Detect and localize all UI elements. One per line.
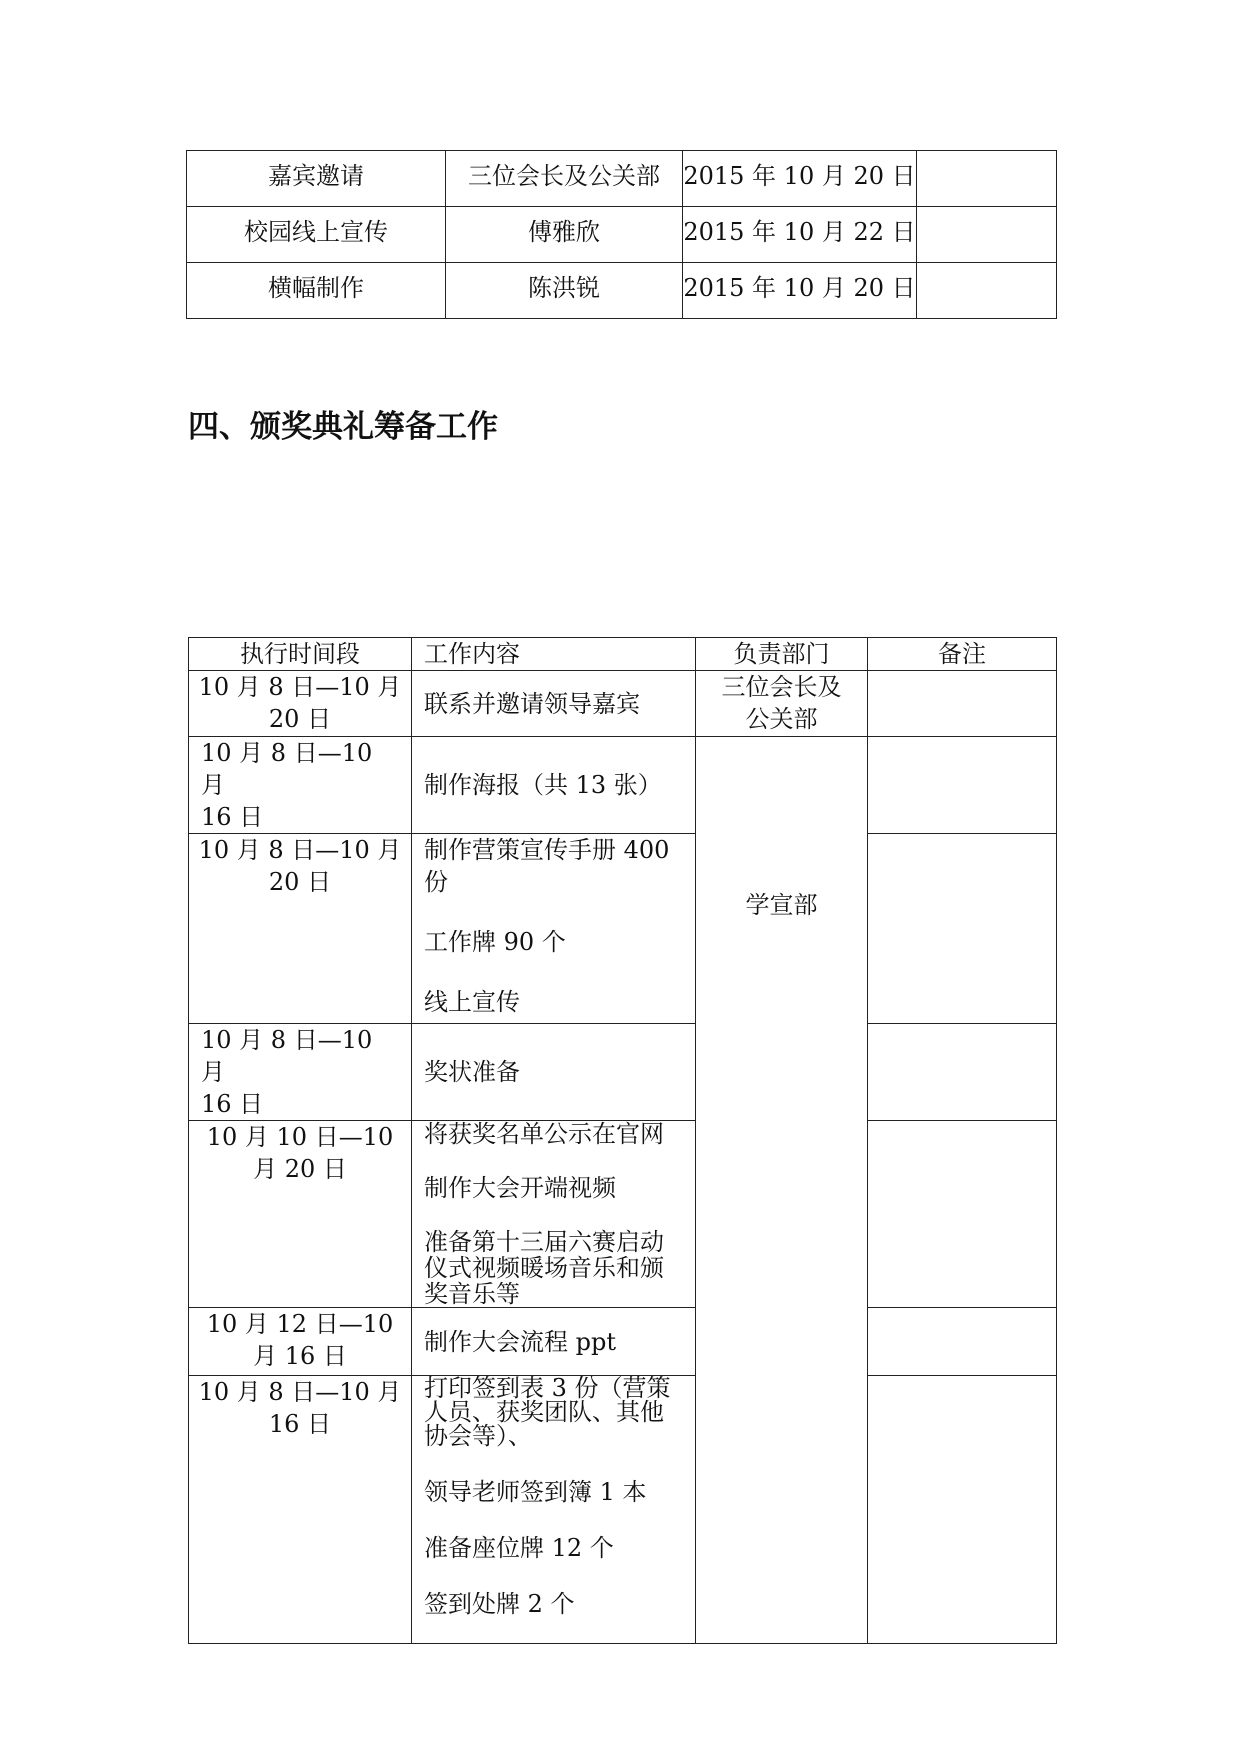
time-line: 10 月 12 日—10 — [206, 1310, 394, 1338]
work-cell — [412, 671, 696, 737]
work-line: 协会等）、 — [424, 1422, 532, 1450]
dept-line: 公关部 — [745, 705, 818, 733]
spacer — [424, 1448, 687, 1480]
table-row — [189, 1376, 1057, 1644]
spacer — [424, 1560, 687, 1592]
note-cell — [868, 737, 1057, 834]
owner-cell: 陈洪锐 — [446, 263, 683, 319]
work-cell — [412, 1376, 696, 1644]
work-line: 签到处牌 2 个 — [424, 1590, 575, 1618]
dept-cell — [696, 671, 868, 737]
table-row — [187, 263, 1057, 319]
time-line: 10 月 8 日—10 月 — [201, 1026, 373, 1086]
time-line: 16 日 — [201, 803, 264, 831]
time-line: 10 月 8 日—10 月 — [198, 1378, 402, 1406]
table-row — [189, 737, 1057, 834]
time-cell — [189, 1308, 412, 1376]
header-note: 备注 — [868, 638, 1057, 671]
work-line: 工作牌 90 个 — [424, 928, 566, 956]
time-line: 16 日 — [201, 1090, 264, 1118]
work-line: 人员、获奖团队、其他 — [424, 1398, 664, 1426]
dept-line: 三位会长及 — [721, 673, 842, 701]
time-cell — [189, 1121, 412, 1308]
work-line: 准备座位牌 12 个 — [424, 1534, 614, 1562]
work-line: 联系并邀请领导嘉宾 — [424, 689, 640, 718]
work-cell — [412, 737, 696, 834]
table-row — [187, 151, 1057, 207]
ceremony-prep-table — [188, 637, 1057, 1644]
spacer — [424, 1201, 687, 1229]
time-cell — [189, 671, 412, 737]
work-line: 制作海报（共 13 张） — [424, 771, 662, 799]
work-line: 线上宣传 — [424, 988, 520, 1016]
work-line: 打印签到表 3 份（营策 — [424, 1374, 671, 1402]
date-cell: 2015 年 10 月 20 日 — [683, 263, 917, 319]
header-dept: 负责部门 — [696, 638, 868, 671]
table-row — [189, 1024, 1057, 1121]
work-cell — [412, 1121, 696, 1308]
owner-cell: 傅雅欣 — [446, 207, 683, 263]
time-cell — [189, 834, 412, 1024]
time-line: 20 日 — [268, 868, 332, 896]
dept-line: 学宣部 — [745, 891, 818, 919]
time-line: 10 月 10 日—10 — [206, 1123, 394, 1151]
work-line: 制作大会流程 ppt — [424, 1327, 616, 1356]
table-row — [187, 207, 1057, 263]
time-line: 10 月 8 日—10 月 — [198, 836, 402, 864]
spacer — [424, 1504, 687, 1536]
task-cell: 横幅制作 — [187, 263, 446, 319]
section-heading: 四、颁奖典礼筹备工作 — [188, 409, 498, 445]
note-cell — [917, 151, 1057, 207]
date-cell: 2015 年 10 月 20 日 — [683, 151, 917, 207]
work-line: 仪式视频暖场音乐和颁 — [424, 1254, 664, 1282]
table-row — [189, 1121, 1057, 1308]
work-line: 奖状准备 — [424, 1058, 520, 1086]
note-cell — [868, 1024, 1057, 1121]
time-line: 月 16 日 — [253, 1342, 347, 1370]
time-cell — [189, 1024, 412, 1121]
table-row — [189, 1308, 1057, 1376]
work-line: 制作营策宣传手册 400 — [424, 836, 670, 864]
dept-cell — [696, 737, 868, 1644]
header-work: 工作内容 — [412, 638, 696, 671]
note-cell — [868, 834, 1057, 1024]
header-time: 执行时间段 — [189, 638, 412, 671]
date-cell: 2015 年 10 月 22 日 — [683, 207, 917, 263]
note-cell — [868, 1308, 1057, 1376]
work-line: 份 — [424, 868, 448, 896]
spacer — [424, 958, 687, 986]
time-line: 10 月 8 日—10 月 — [201, 739, 373, 799]
time-line: 20 日 — [268, 705, 332, 733]
work-cell — [412, 1308, 696, 1376]
work-line: 领导老师签到簿 1 本 — [424, 1478, 647, 1506]
time-cell — [189, 1376, 412, 1644]
note-cell — [917, 207, 1057, 263]
time-cell — [189, 737, 412, 834]
work-line: 准备第十三届六赛启动 — [424, 1228, 664, 1256]
note-cell — [868, 1121, 1057, 1308]
table-row — [189, 671, 1057, 737]
owner-cell: 三位会长及公关部 — [446, 151, 683, 207]
task-cell: 校园线上宣传 — [187, 207, 446, 263]
spacer — [424, 898, 687, 926]
task-assignment-table — [186, 150, 1057, 319]
note-cell — [917, 263, 1057, 319]
work-line: 奖音乐等 — [424, 1280, 520, 1308]
task-cell: 嘉宾邀请 — [187, 151, 446, 207]
dept-cell — [868, 1376, 1057, 1644]
note-cell — [868, 671, 1057, 737]
time-line: 月 20 日 — [253, 1155, 347, 1183]
work-cell — [412, 1024, 696, 1121]
work-cell — [412, 834, 696, 1024]
spacer — [424, 1147, 687, 1175]
table-row — [189, 834, 1057, 1024]
time-line: 10 月 8 日—10 月 — [198, 673, 402, 701]
table-header-row — [189, 638, 1057, 671]
work-line: 制作大会开端视频 — [424, 1174, 616, 1202]
work-line: 将获奖名单公示在官网 — [424, 1120, 664, 1148]
time-line: 16 日 — [268, 1410, 332, 1438]
